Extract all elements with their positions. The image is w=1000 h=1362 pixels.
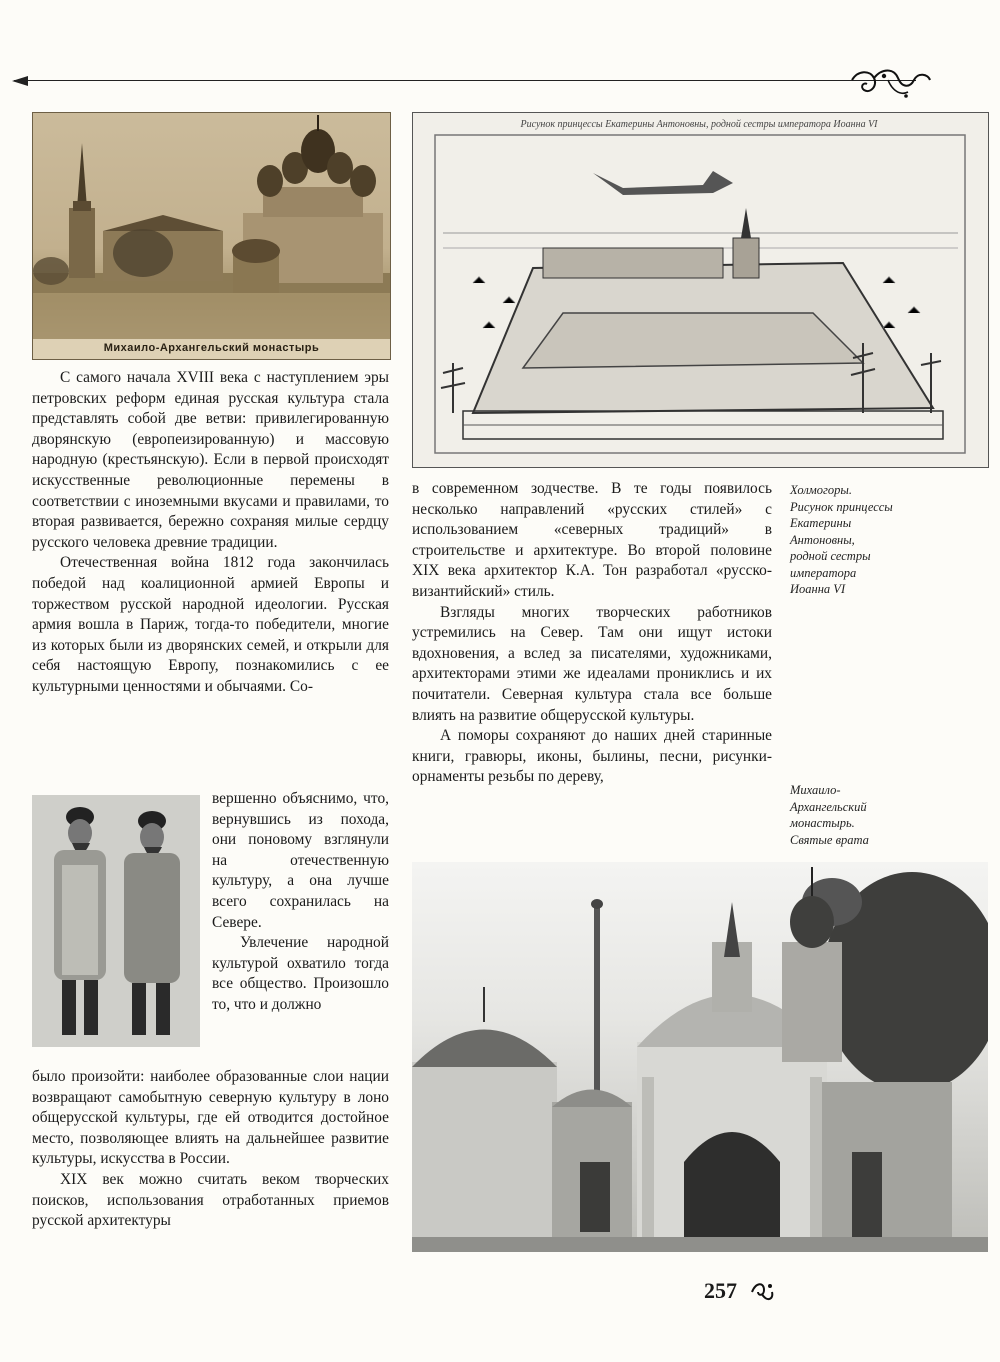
gates-caption (790, 782, 970, 848)
caption-line: Святые врата (790, 832, 869, 847)
paragraph: в современном зодчестве. В те годы появилось несколько направлений «русских стилей» с использованием «северных традиций» в строительстве и архитектуре. Во второй половине XIX века архитектор К.А. Тон разработал «русско-византийский» стиль. (412, 480, 772, 600)
scroll-ornament-icon (848, 66, 932, 106)
paragraph: XIX век можно считать веком творческих поисков, использования отработанных приемов русской архитектуры (32, 1170, 389, 1230)
caption-line: Холмогоры. (790, 483, 852, 497)
header-rule-tip (12, 76, 28, 86)
caption-line: Антоновны, (790, 532, 855, 547)
peasants-photo (32, 795, 200, 1047)
caption-line: Екатерины (790, 516, 852, 530)
holy-gates-illustration (412, 862, 988, 1252)
drawing-inscription: Рисунок принцессы Екатерины Антоновны, родной сестры императора Иоанна VI (520, 119, 878, 130)
caption-line: Михаило- (790, 783, 841, 797)
column1-wrap (212, 789, 389, 1016)
caption-line: Архангельский (790, 799, 867, 814)
header-rule (14, 80, 916, 81)
holy-gates-photo (412, 862, 988, 1252)
page-number-ornament-icon (748, 1280, 776, 1304)
caption-line: монастырь. (790, 816, 855, 830)
column1-top (32, 368, 389, 698)
paragraph: вершенно объяснимо, что, вернувшись из похода, они поновому взглянули на отечественную культуру, а она лучше всего сохранилась на Севере. (212, 790, 389, 931)
caption-line: родной сестры (790, 549, 871, 563)
column1-bottom (32, 1067, 389, 1232)
peasants-illustration (32, 795, 200, 1047)
caption-line: Иоанна VI (790, 582, 846, 596)
column2 (412, 479, 772, 788)
caption-line: Рисунок принцессы (790, 499, 893, 514)
monastery-photo-caption: Михаило-Архангельский монастырь (103, 342, 320, 354)
drawing-illustration (413, 113, 988, 467)
kholmogory-drawing (412, 112, 989, 468)
paragraph: Отечественная война 1812 года закончилась победой над коалиционной армией Европы и торжеством русской народной идеологии. Русская армия вошла в Париж, тогда-то победители, многие из которых были из дворянских семей, и открыли для себя настоящую Европу, познакомились с ее культурными ценностями и обычаями. Со- (32, 554, 389, 695)
paragraph: Увлечение народной культурой охватило тогда все общество. Произошло то, что и должно (212, 934, 389, 1013)
caption-line: императора (790, 565, 857, 580)
monastery-illustration (33, 113, 390, 359)
paragraph: было произойти: наиболее образованные слои нации возвращают самобытную северную культуру в лоно общерусской культуры, где ей отводится достойное место, позволяющее влиять на дальнейшее развитие культуры, искусства в России. (32, 1068, 389, 1168)
monastery-photo (32, 112, 391, 360)
paragraph: А поморы сохраняют до наших дней старинные книги, гравюры, иконы, былины, песни, рисунки-орнаменты резьбы по дереву, (412, 727, 772, 786)
drawing-caption (790, 482, 970, 598)
page-number: 257 (704, 1278, 737, 1303)
paragraph: С самого начала XVIII века с наступлением эры петровских реформ единая русская культура стала представлять собой две ветви: привилегированную дворянскую (европеизированную) и массовую народную (крестьянскую). Если в первой происходят искусственные революционные перемены в соответствии с иноземными вкусами и правилами, то вторая развивается, бережно сохраняя милые сердцу русского человека древние традиции. (32, 369, 389, 551)
paragraph: Взгляды многих творческих работников устремились на Север. Там они ищут истоки вдохновения, а вслед за писателями, художниками, архитекторами этими же идеалами прониклись и их почитатели. Северная культура стала все больше влиять на развитие общерусской культуры. (412, 603, 772, 724)
